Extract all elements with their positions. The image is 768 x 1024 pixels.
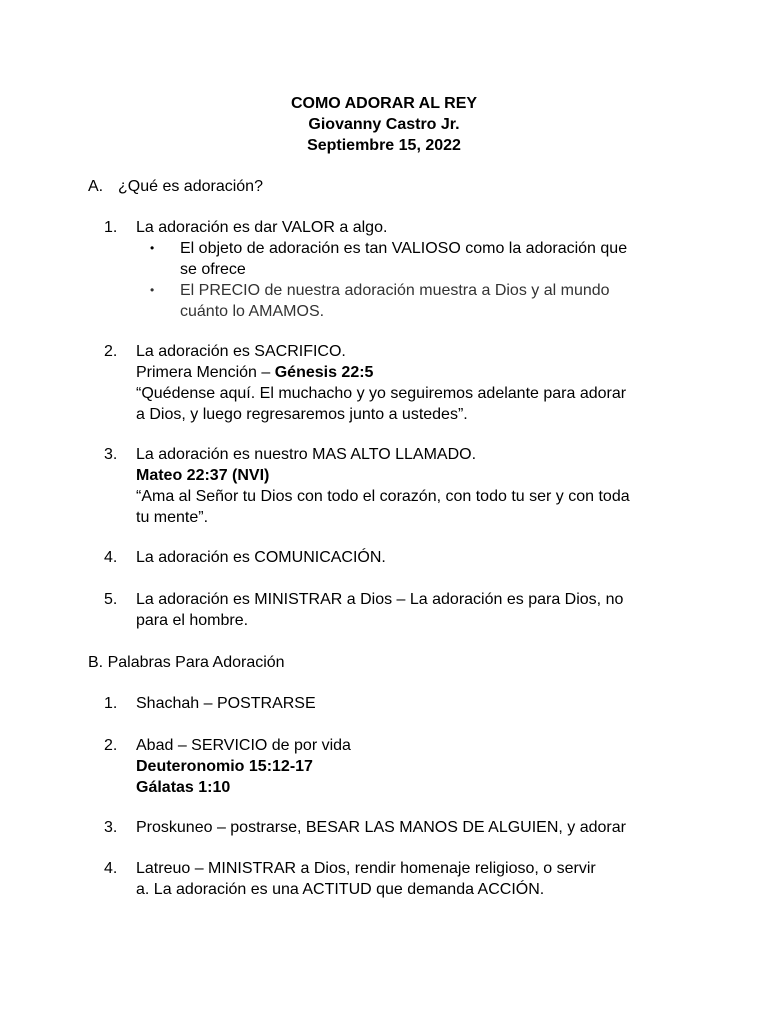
scripture-quote-cont: tu mente”.: [136, 509, 209, 526]
item-text: Abad – SERVICIO de por vida: [136, 737, 351, 754]
bullet-icon: •: [150, 283, 155, 297]
document-date: Septiembre 15, 2022: [307, 137, 461, 154]
item-text: Latreuo – MINISTRAR a Dios, rendir homenaje religioso, o servir: [136, 860, 596, 877]
item-number: 1.: [104, 219, 118, 236]
scripture-reference: Mateo 22:37 (NVI): [136, 467, 270, 484]
document-header: [0, 93, 768, 156]
section-a-title: ¿Qué es adoración?: [118, 178, 263, 195]
item-number: 3.: [104, 446, 118, 463]
item-number: 1.: [104, 695, 118, 712]
item-text: Proskuneo – postrarse, BESAR LAS MANOS DE ALGUIEN, y adorar: [136, 819, 626, 836]
item-text: La adoración es SACRIFICO.: [136, 343, 346, 360]
bullet-icon: •: [150, 241, 155, 255]
item-text-cont: para el hombre.: [136, 612, 249, 629]
scripture-reference: Gálatas 1:10: [136, 779, 231, 796]
scripture-mention: Primera Mención – Génesis 22:5: [136, 364, 374, 381]
item-text: La adoración es dar VALOR a algo.: [136, 219, 388, 236]
bullet-list: [136, 238, 688, 322]
item-text: La adoración es MINISTRAR a Dios – La adoración es para Dios, no: [136, 591, 624, 608]
item-number: 2.: [104, 737, 118, 754]
section-a-marker: A.: [88, 178, 104, 195]
section-a-heading: [88, 176, 708, 197]
scripture-quote-cont: a Dios, y luego regresaremos junto a ustedes”.: [136, 406, 468, 423]
scripture-quote: “Quédense aquí. El muchacho y yo seguiremos adelante para adorar: [136, 385, 627, 402]
item-number: 2.: [104, 343, 118, 360]
item-text: Shachah – POSTRARSE: [136, 695, 316, 712]
bullet-item: • El PRECIO de nuestra adoración muestra a Dios y al mundo cuánto lo AMAMOS.: [150, 282, 610, 320]
item-text: La adoración es nuestro MAS ALTO LLAMADO.: [136, 446, 477, 463]
bullet-item: • El objeto de adoración es tan VALIOSO como la adoración que se ofrece: [150, 240, 628, 278]
item-subtext: a. La adoración es una ACTITUD que demanda ACCIÓN.: [136, 881, 545, 898]
item-number: 5.: [104, 591, 118, 608]
item-text: La adoración es COMUNICACIÓN.: [136, 549, 386, 566]
scripture-reference: Génesis 22:5: [274, 364, 374, 381]
scripture-reference: Deuteronomio 15:12-17: [136, 758, 313, 775]
section-b-heading: B. Palabras Para Adoración: [88, 654, 285, 671]
item-number: 3.: [104, 819, 118, 836]
document-author: Giovanny Castro Jr.: [308, 116, 460, 133]
item-number: 4.: [104, 860, 118, 877]
item-number: 4.: [104, 549, 118, 566]
document-title: COMO ADORAR AL REY: [290, 95, 478, 112]
scripture-quote: “Ama al Señor tu Dios con todo el corazón, con todo tu ser y con toda: [136, 488, 630, 505]
